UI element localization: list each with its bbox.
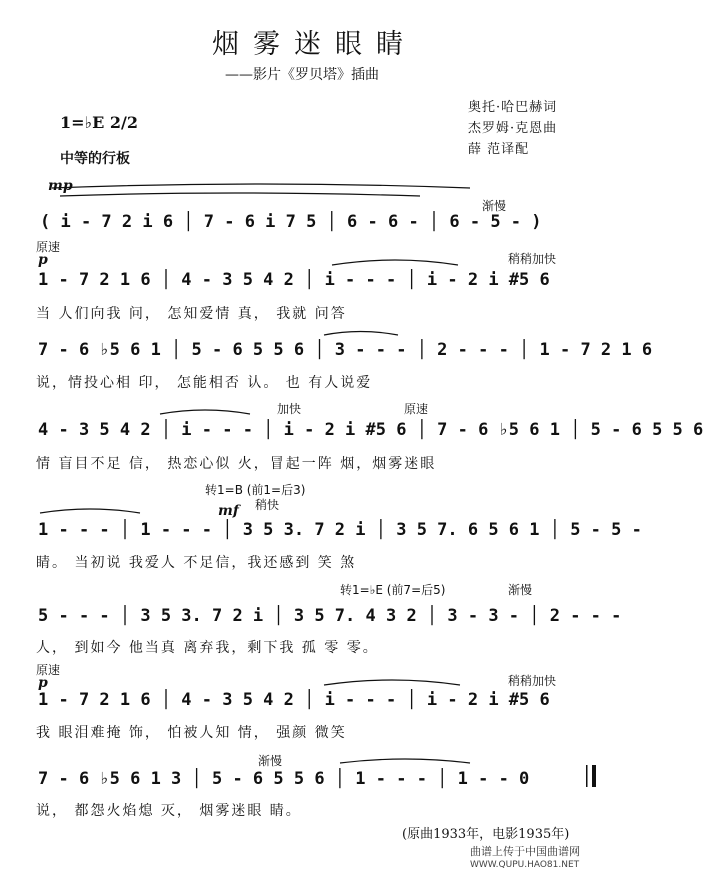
dynamic-mf: mf	[218, 503, 239, 519]
lyrics-line-6: 人， 到如今 他当真 离弃我，剩下我 孤 零 零。	[36, 640, 379, 656]
lyrics-line-8: 说， 都怨火焰熄 灭， 烟雾迷眼 睛。	[36, 803, 302, 819]
tie-line-4	[160, 410, 250, 414]
key-signature: 1=♭E 2/2	[60, 113, 138, 132]
modulation-mark-1: 转1=B (前1=后3)	[205, 483, 306, 497]
tempo-marking: 中等的行板	[60, 151, 130, 167]
tempo-mark-yuansu: 原速	[36, 240, 61, 254]
notation-line-3: 7 - 6 ♭5 6 1 │ 5 - 6 5 5 6 │ 3 - - - │ 2 - - - │ 1 - 7 2 1 6	[38, 340, 653, 360]
tempo-mark-jianman: 渐慢	[482, 199, 507, 213]
tempo-mark-yuansu: 原速	[36, 663, 61, 677]
tie-line-5	[40, 509, 140, 513]
notation-line-2: 1 - 7 2 1 6 │ 4 - 3 5 4 2 │ i - - - │ i - 2 i #5 6	[38, 270, 550, 290]
notation-line-5: 1 - - - │ 1 - - - │ 3 5 3. 7 2 i │ 3 5 7. 6 5 6 1 │ 5 - 5 -	[38, 520, 642, 540]
song-subtitle: ——影片《罗贝塔》插曲	[225, 67, 379, 83]
tempo-mark-shaoshao: 稍稍加快	[508, 252, 557, 266]
dynamic-p: p	[38, 252, 48, 268]
lyrics-line-7: 我 眼泪难掩 饰， 怕被人知 情， 强颜 微笑	[36, 725, 347, 741]
tempo-mark-jianman: 渐慢	[258, 754, 283, 768]
dynamic-p: p	[38, 675, 48, 691]
tempo-mark-shaokuai: 稍快	[255, 498, 280, 512]
tempo-mark-jiakuai: 加快	[277, 402, 302, 416]
tie-line-2	[332, 260, 458, 265]
lyrics-line-4: 情 盲目不足 信， 热恋心似 火，冒起一阵 烟，烟雾迷眼	[36, 456, 437, 472]
notation-line-4: 4 - 3 5 4 2 │ i - - - │ i - 2 i #5 6 │ 7 - 6 ♭5 6 1 │ 5 - 6 5 5 6	[38, 420, 703, 440]
watermark-text: 曲谱上传于中国曲谱网	[470, 845, 580, 858]
notation-line-8: 7 - 6 ♭5 6 1 3 │ 5 - 6 5 5 6 │ 1 - - - │ 1 - - 0	[38, 769, 530, 789]
lyrics-line-5: 睛。 当初说 我爱人 不足信，我还感到 笑 煞	[36, 555, 357, 571]
tie-line-7	[324, 680, 460, 685]
notation-line-1: ( i - 7 2 i 6 │ 7 - 6 i 7 5 │ 6 - 6 - │ 6 - 5 - )	[40, 212, 542, 232]
song-title: 烟雾迷眼睛	[212, 29, 417, 60]
composer-credit: 杰罗姆·克恩曲	[468, 121, 558, 136]
notation-line-6: 5 - - - │ 3 5 3. 7 2 i │ 3 5 7. 4 3 2 │ 3 - 3 - │ 2 - - -	[38, 606, 622, 626]
phrase-slur-1	[52, 184, 470, 188]
notation-line-7: 1 - 7 2 1 6 │ 4 - 3 5 4 2 │ i - - - │ i - 2 i #5 6	[38, 690, 550, 710]
tempo-mark-yuansu: 原速	[404, 402, 429, 416]
final-barline-thin	[586, 765, 588, 787]
lyrics-line-3: 说，情投心相 印， 怎能相否 认。 也 有人说爱	[36, 375, 373, 391]
tie-line-3	[324, 332, 398, 336]
phrase-slur-2	[60, 193, 420, 196]
arranger-credit: 薛 范译配	[468, 142, 530, 157]
tempo-mark-shaoshao: 稍稍加快	[508, 674, 557, 688]
lyrics-line-2: 当 人们向我 问， 怎知爱情 真， 我就 问答	[36, 306, 347, 322]
tie-line-8	[340, 759, 470, 763]
lyricist-credit: 奥托·哈巴赫词	[468, 100, 558, 115]
dynamic-mp: mp	[48, 178, 73, 194]
tempo-mark-jianman: 渐慢	[508, 583, 533, 597]
final-barline	[592, 765, 596, 787]
footnote: (原曲1933年，电影1935年)	[402, 827, 570, 842]
watermark-url: WWW.QUPU.HAO81.NET	[470, 860, 580, 870]
modulation-mark-2: 转1=♭E (前7=后5)	[340, 583, 446, 597]
